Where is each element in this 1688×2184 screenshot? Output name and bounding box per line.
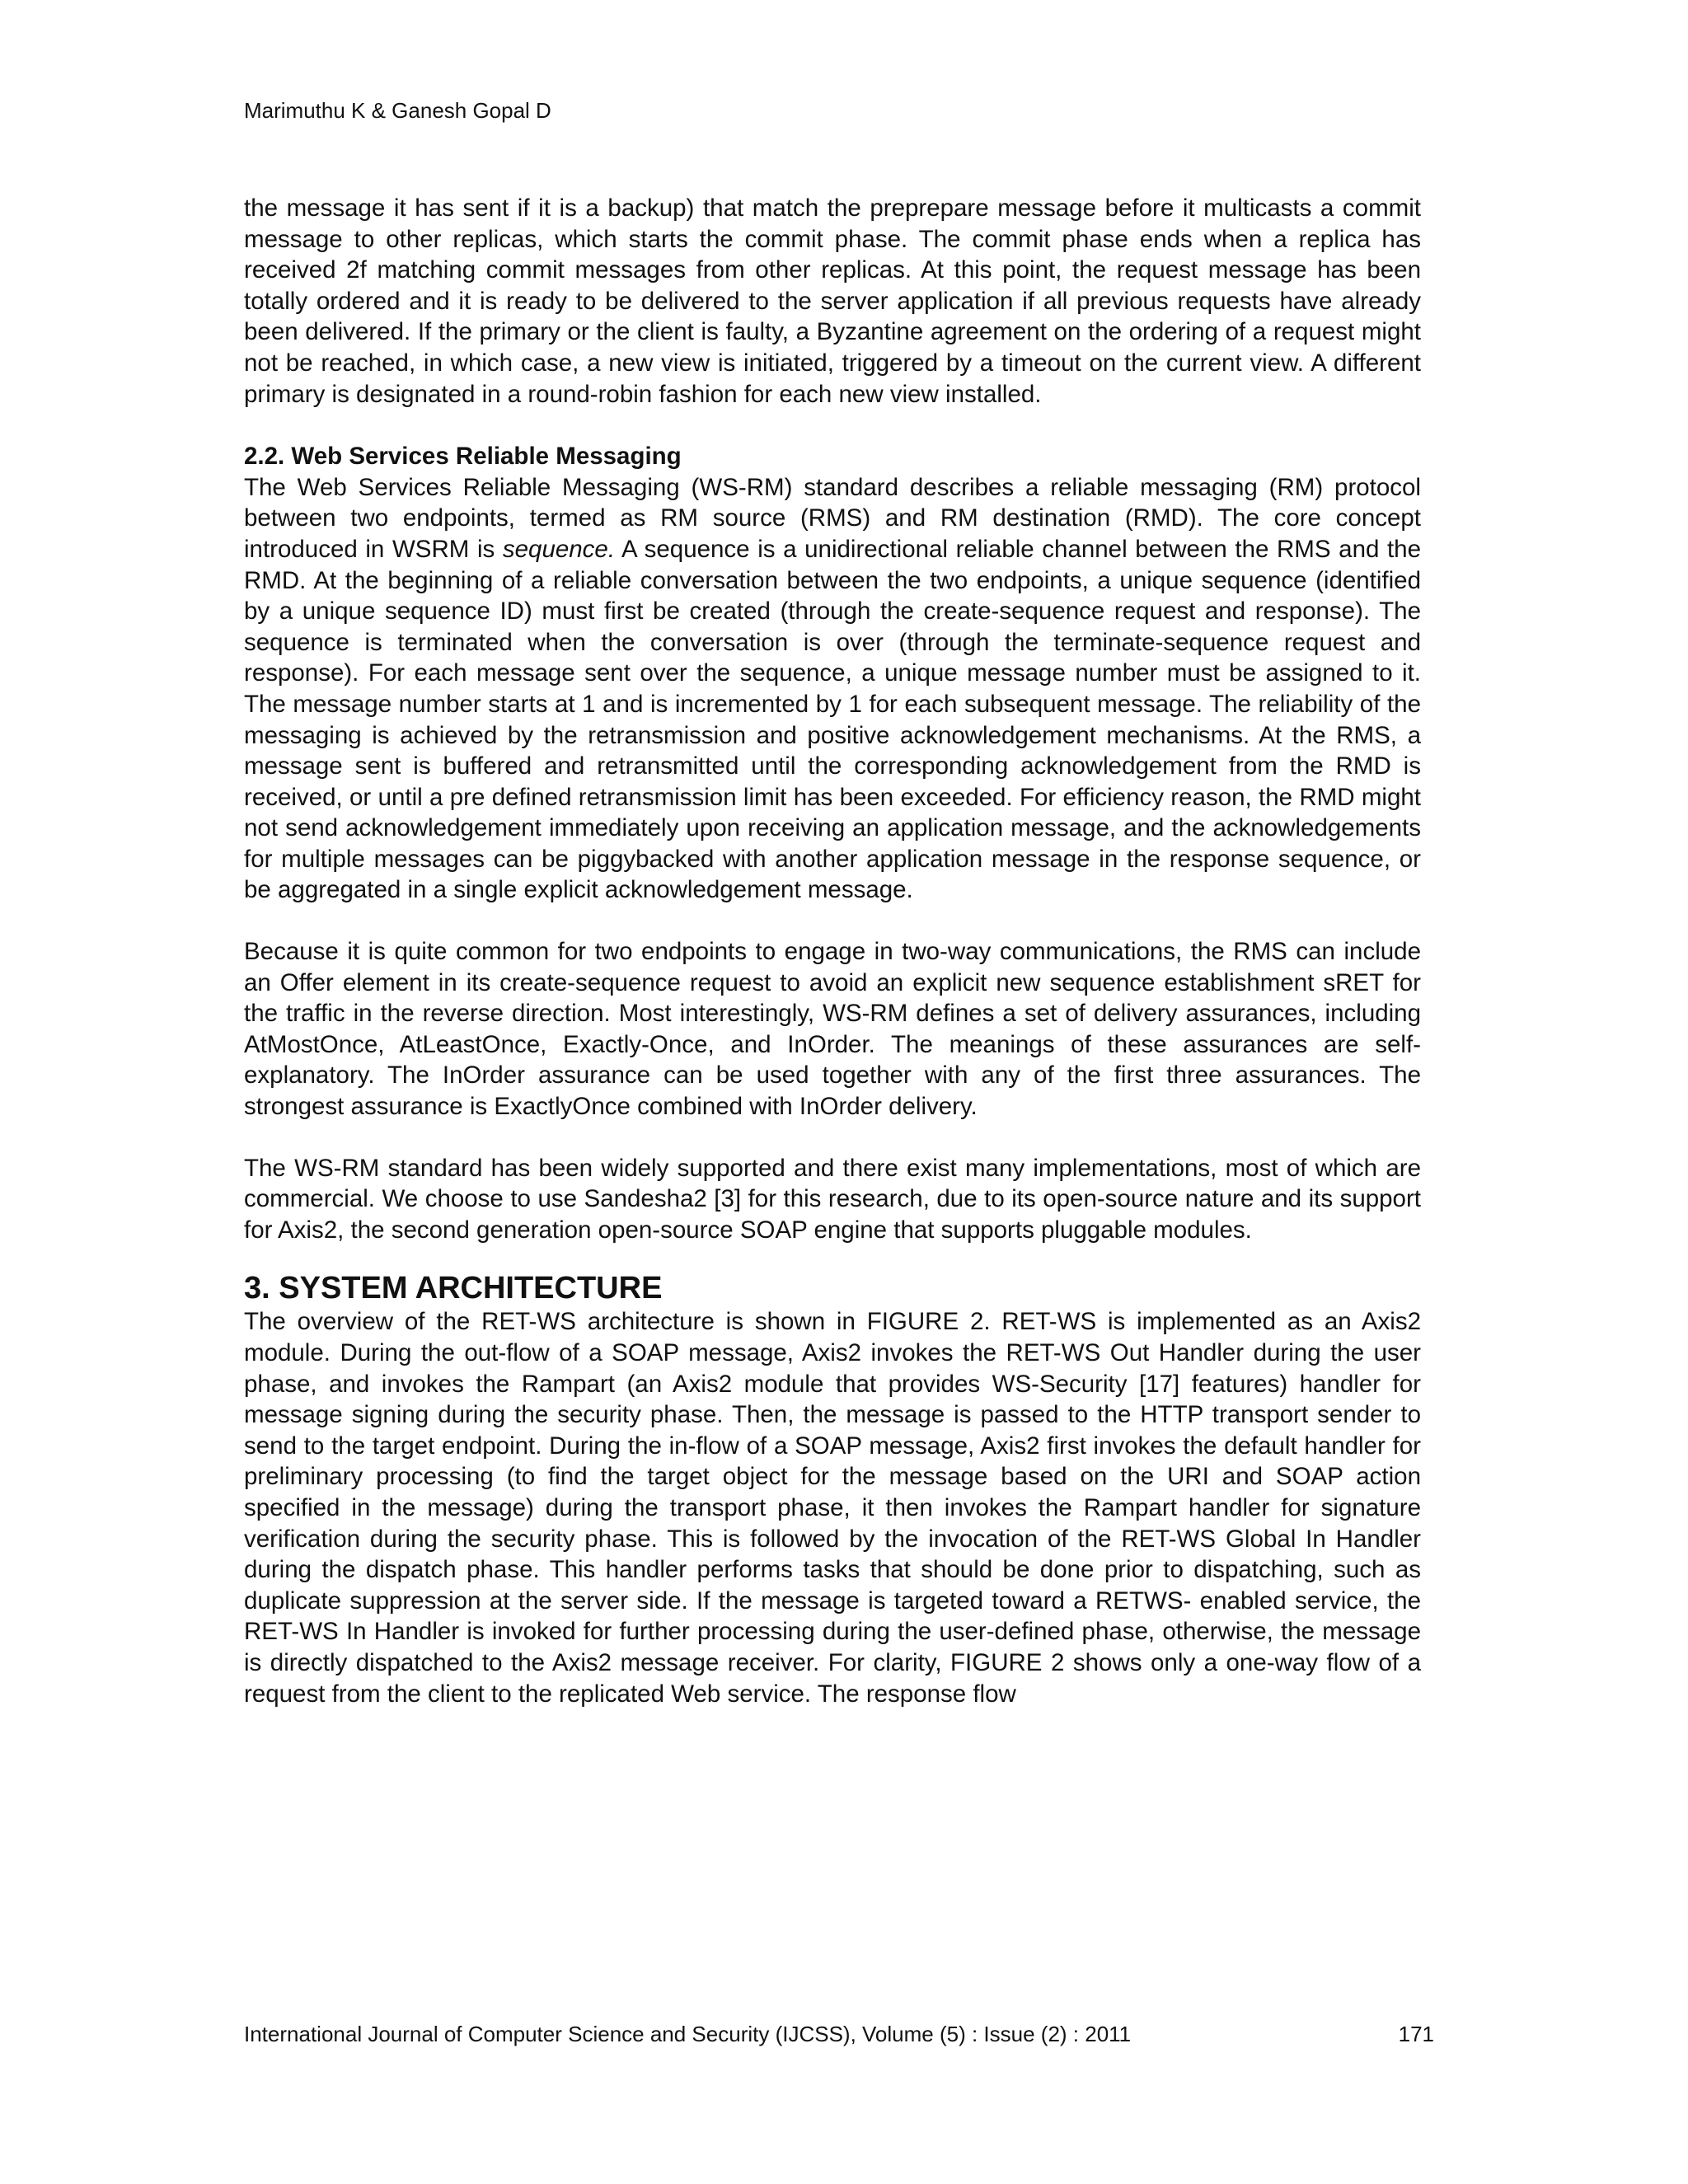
subsection-heading-2-2: 2.2. Web Services Reliable Messaging (244, 443, 682, 471)
paragraph-wsrm-assurances: Because it is quite common for two endpoints to engage in two-way communications, the RMS can include an Offer element in its create-sequence request to avoid an explicit new sequence establishment sRET for the traffic in the reverse direction. Most interestingly, WS-RM defines a set of delivery assurances, including AtMostOnce, AtLeastOnce, Exactly-Once, and InOrder. The meanings of these assurances are self-explanatory. The InOrder assurance can be used together with any of the first three assurances. The strongest assurance is ExactlyOnce combined with InOrder delivery. (244, 938, 1421, 1121)
paragraph-intro: the message it has sent if it is a backup) that match the preprepare message before it multicasts a commit message to other replicas, which starts the commit phase. The commit phase ends when a replica has received 2f matching commit messages from other replicas. At this point, the request message has been totally ordered and it is ready to be delivered to the server application if all previous requests have already been delivered. If the primary or the client is faulty, a Byzantine agreement on the ordering of a request might not be reached, in which case, a new view is initiated, triggered by a timeout on the current view. A different primary is designated in a round-robin fashion for each new view installed. (244, 194, 1421, 408)
running-header-authors: Marimuthu K & Ganesh Gopal D (244, 98, 551, 123)
page-body (244, 193, 1421, 1709)
paragraph-wsrm-implementations: The WS-RM standard has been widely supported and there exist many implementations, most of which are commercial. We choose to use Sandesha2 [3] for this research, due to its open-source nature and its support for Axis2, the second generation open-source SOAP engine that supports pluggable modules. (244, 1154, 1421, 1244)
footer-page-number: 171 (1398, 2022, 1434, 2046)
paragraph-system-architecture: The overview of the RET-WS architecture is shown in FIGURE 2. RET-WS is implemented as an Axis2 module. During the out-flow of a SOAP message, Axis2 invokes the RET-WS Out Handler during the user phase, and invokes the Rampart (an Axis2 module that provides WS-Security [17] features) handler for message signing during the security phase. Then, the message is passed to the HTTP transport sender to send to the target endpoint. During the in-flow of a SOAP message, Axis2 first invokes the default handler for preliminary processing (to find the target object for the message based on the URI and SOAP action specified in the message) during the transport phase, it then invokes the Rampart handler for signature verification during the security phase. This is followed by the invocation of the RET-WS Global In Handler during the dispatch phase. This handler performs tasks that should be done prior to dispatching, such as duplicate suppression at the server side. If the message is targeted toward a RETWS- enabled service, the RET-WS In Handler is invoked for further processing during the user-defined phase, otherwise, the message is directly dispatched to the Axis2 message receiver. For clarity, FIGURE 2 shows only a one-way flow of a request from the client to the replicated Web service. The response flow (244, 1308, 1421, 1708)
paragraph-wsrm-overview: The Web Services Reliable Messaging (WS-RM) standard describes a reliable messaging (RM) protocol between two endpoints, termed as RM source (RMS) and RM destination (RMD). The core concept introduced in WSRM is sequence. A sequence is a unidirectional reliable channel between the RMS and the RMD. At the beginning of a reliable conversation between the two endpoints, a unique sequence (identified by a unique sequence ID) must first be created (through the create-sequence request and response). The sequence is terminated when the conversation is over (through the terminate-sequence request and response). For each message sent over the sequence, a unique message number must be assigned to it. The message number starts at 1 and is incremented by 1 for each subsequent message. The reliability of the messaging is achieved by the retransmission and positive acknowledgement mechanisms. At the RMS, a message sent is buffered and retransmitted until the corresponding acknowledgement from the RMD is received, or until a pre defined retransmission limit has been exceeded. For efficiency reason, the RMD might not send acknowledgement immediately upon receiving an application message, and the acknowledgements for multiple messages can be piggybacked with another application message in the response sequence, or be aggregated in a single explicit acknowledgement message. (244, 473, 1421, 904)
italic-term: sequence. (502, 535, 616, 563)
footer-journal-citation: International Journal of Computer Science and Security (IJCSS), Volume (5) : Issue (2) : 2011 (244, 2022, 1132, 2046)
section-heading-3: 3. SYSTEM ARCHITECTURE (244, 1271, 663, 1306)
